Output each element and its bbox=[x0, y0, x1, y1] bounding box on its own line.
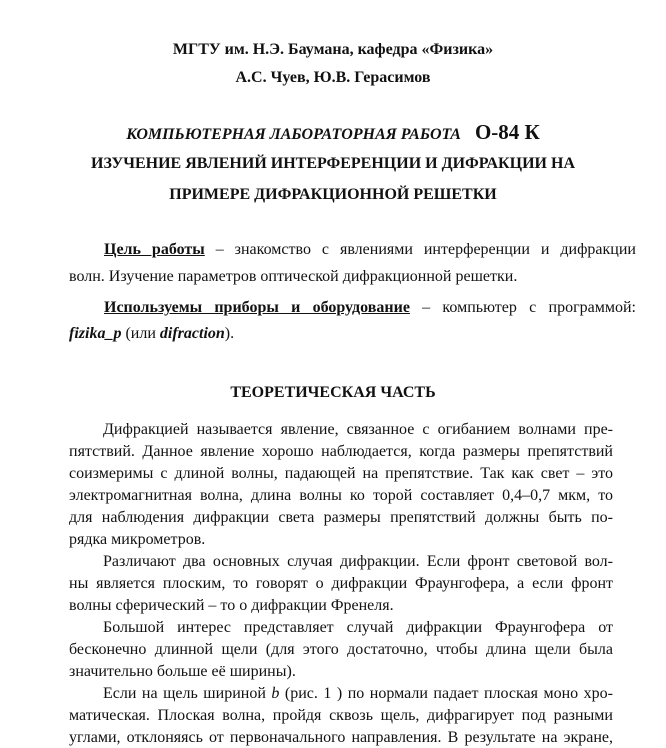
title-line-1: ИЗУЧЕНИЕ ЯВЛЕНИЙ ИНТЕРФЕРЕНЦИИ И ДИФРАКЦИИ НА bbox=[91, 155, 575, 172]
text-segment: Если на щель шириной bbox=[103, 685, 272, 702]
equipment-mid: (или bbox=[121, 325, 160, 342]
paragraph-line bbox=[103, 684, 613, 704]
paragraph-line: соизмеримы с длиной волны, падающей на препятствие. Так как свет – это bbox=[69, 465, 613, 482]
equipment-end: ). bbox=[224, 325, 235, 342]
paragraph-line: бесконечно длинной щели (для этого достаточно, чтобы длина щели была bbox=[69, 641, 613, 658]
paragraph-line: электромагнитная волна, длина волны ко торой составляет 0,4–0,7 мкм, то bbox=[69, 487, 613, 504]
work-type: КОМПЬЮТЕРНАЯ ЛАБОРАТОРНАЯ РАБОТА bbox=[126, 126, 461, 143]
goal-line-1 bbox=[104, 240, 636, 260]
authors: А.С. Чуев, Ю.В. Герасимов bbox=[235, 69, 431, 86]
paragraph-line: матическая. Плоская волна, пройдя сквозь щель, дифрагирует под разными bbox=[69, 707, 613, 724]
paragraph-line: пятствий. Данное явление хорошо наблюдается, когда размеры препятствий bbox=[69, 443, 613, 460]
paragraph-line: для наблюдения дифракции света размеры препятствий должны быть по- bbox=[69, 509, 613, 526]
equipment-line-1 bbox=[104, 298, 636, 318]
goal-label: Цель работы bbox=[104, 241, 205, 258]
paragraph-line: углами, отклоняясь от первоначального направления. В результате на экране, bbox=[69, 729, 613, 746]
equipment-line-2 bbox=[69, 324, 234, 344]
variable-b: b bbox=[271, 685, 280, 702]
paragraph-line: значительно больше её ширины). bbox=[69, 663, 296, 680]
program-name-1: fizika_p bbox=[69, 325, 122, 342]
theory-heading: ТЕОРЕТИЧЕСКАЯ ЧАСТЬ bbox=[230, 384, 436, 401]
equipment-text: – компьютер с программой: bbox=[409, 299, 636, 316]
paragraph-line: рядка микрометров. bbox=[69, 531, 206, 548]
paragraph-line: Дифракцией называется явление, связанное с огибанием волнами пре- bbox=[103, 421, 613, 438]
equipment-label: Используемы приборы и оборудование bbox=[104, 299, 410, 316]
paragraph-line: Различают два основных случая дифракции. Если фронт световой вол- bbox=[103, 553, 613, 570]
paragraph-line: волны сферический – то о дифракции Френеля. bbox=[69, 597, 394, 614]
paragraph-line: Большой интерес представляет случай дифракции Фраунгофера от bbox=[103, 619, 613, 636]
text-segment: (рис. 1 ) по нормали падает плоская моно хро- bbox=[279, 685, 614, 702]
goal-text: – знакомство с явлениями интерференции и дифракции bbox=[204, 241, 636, 258]
work-header bbox=[0, 122, 666, 145]
goal-line-2: волн. Изучение параметров оптической дифракционной решетки. bbox=[69, 268, 518, 285]
program-name-2: difraction bbox=[159, 325, 225, 342]
work-number: О-84 К bbox=[474, 120, 540, 144]
title-line-2: ПРИМЕРЕ ДИФРАКЦИОННОЙ РЕШЕТКИ bbox=[169, 186, 497, 203]
paragraph-line: ны является плоским, то говорят о дифракции Фраунгофера, а если фронт bbox=[69, 575, 613, 592]
institution: МГТУ им. Н.Э. Баумана, кафедра «Физика» bbox=[172, 41, 494, 58]
